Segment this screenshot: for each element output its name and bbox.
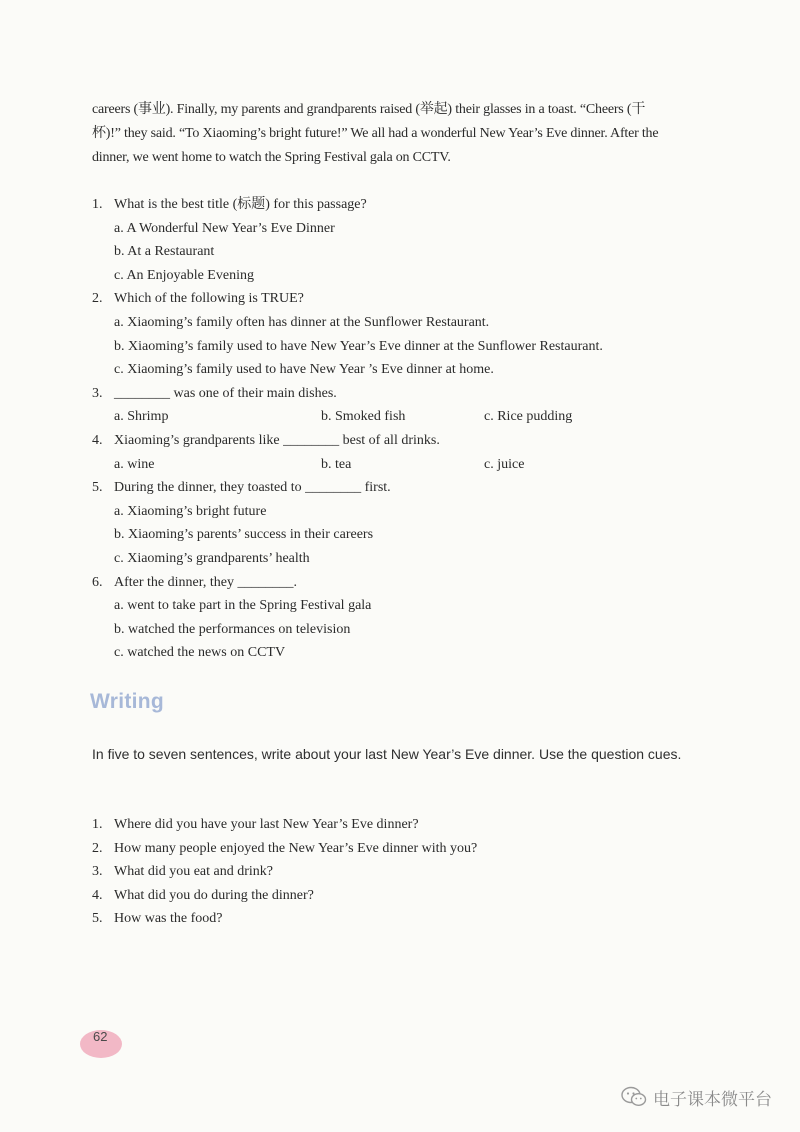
cue-number: 2.: [92, 840, 103, 856]
cue-text: How was the food?: [114, 911, 223, 926]
cue-number: 1.: [92, 817, 103, 832]
writing-heading: Writing: [90, 690, 165, 713]
question-text: ________ was one of their main dishes.: [114, 385, 337, 401]
cue-number: 4.: [92, 887, 103, 903]
option: a. Shrimp: [114, 409, 169, 425]
question-3: [92, 382, 712, 406]
cue-text: Where did you have your last New Year’s Eve dinner?: [114, 817, 419, 832]
wechat-icon: [621, 1086, 647, 1108]
option: c. watched the news on CCTV: [114, 645, 286, 661]
question-number: 5.: [92, 480, 103, 496]
writing-cue: [92, 837, 692, 861]
question-text: After the dinner, they ________.: [114, 574, 297, 590]
option: a. went to take part in the Spring Festival gala: [114, 598, 372, 614]
cue-text: What did you eat and drink?: [114, 864, 274, 879]
options-row: [92, 405, 712, 429]
option: a. Xiaoming’s bright future: [114, 503, 267, 519]
option: c. Rice pudding: [484, 409, 573, 425]
page-number: 62: [93, 1029, 108, 1044]
option: a. Xiaoming’s family often has dinner at the Sunflower Restaurant.: [114, 314, 490, 330]
option: c. Xiaoming’s grandparents’ health: [114, 550, 310, 566]
writing-instructions: In five to seven sentences, write about your last New Year’s Eve dinner. Use the question cues.: [92, 746, 682, 762]
question-text: Xiaoming’s grandparents like ________ best of all drinks.: [114, 432, 440, 448]
option: c. Xiaoming’s family used to have New Year ’s Eve dinner at home.: [114, 362, 494, 378]
option: b. Xiaoming’s family used to have New Year’s Eve dinner at the Sunflower Restaurant.: [114, 338, 603, 354]
option: b. Smoked fish: [321, 409, 406, 425]
question-number: 4.: [92, 432, 103, 448]
comprehension-questions: [92, 193, 712, 665]
option: b. Xiaoming’s parents’ success in their careers: [114, 527, 374, 543]
question-4: [92, 429, 712, 453]
cue-text: What did you do during the dinner?: [114, 887, 314, 903]
option: b. tea: [321, 456, 352, 472]
passage-continuation: [92, 98, 714, 170]
writing-cues: [92, 813, 692, 931]
question-5: [92, 476, 712, 500]
question-number: 1.: [92, 197, 103, 212]
cue-number: 3.: [92, 864, 103, 879]
question-1: [92, 193, 712, 217]
watermark-text: 电子课本微平台: [653, 1089, 772, 1110]
cue-text: How many people enjoyed the New Year’s Eve dinner with you?: [114, 840, 478, 856]
option: b. watched the performances on television: [114, 621, 351, 637]
watermark: [621, 1085, 772, 1109]
writing-cue: [92, 860, 692, 884]
question-text: What is the best title (标题) for this passage?: [114, 197, 367, 212]
passage-line: dinner, we went home to watch the Spring Festival gala on CCTV.: [92, 150, 451, 165]
option: b. At a Restaurant: [114, 244, 215, 260]
passage-line: careers (事业). Finally, my parents and grandparents raised (举起) their glasses in a toast. “Cheers (干: [92, 102, 646, 117]
writing-cue: [92, 813, 692, 837]
option: a. wine: [114, 456, 155, 472]
writing-cue: [92, 884, 692, 908]
question-number: 6.: [92, 574, 103, 590]
options-row: [92, 453, 712, 477]
question-text: Which of the following is TRUE?: [114, 291, 304, 307]
question-text: During the dinner, they toasted to ________ first.: [114, 480, 391, 496]
option: c. juice: [484, 456, 525, 472]
question-number: 2.: [92, 291, 103, 307]
question-2: [92, 287, 712, 311]
passage-line: 杯)!” they said. “To Xiaoming’s bright future!” We all had a wonderful New Year’s Eve dinner. After the: [92, 126, 659, 141]
question-6: [92, 571, 712, 595]
question-number: 3.: [92, 385, 103, 401]
cue-number: 5.: [92, 911, 103, 926]
option: c. An Enjoyable Evening: [114, 267, 254, 283]
option: a. A Wonderful New Year’s Eve Dinner: [114, 220, 335, 236]
writing-cue: [92, 907, 692, 931]
